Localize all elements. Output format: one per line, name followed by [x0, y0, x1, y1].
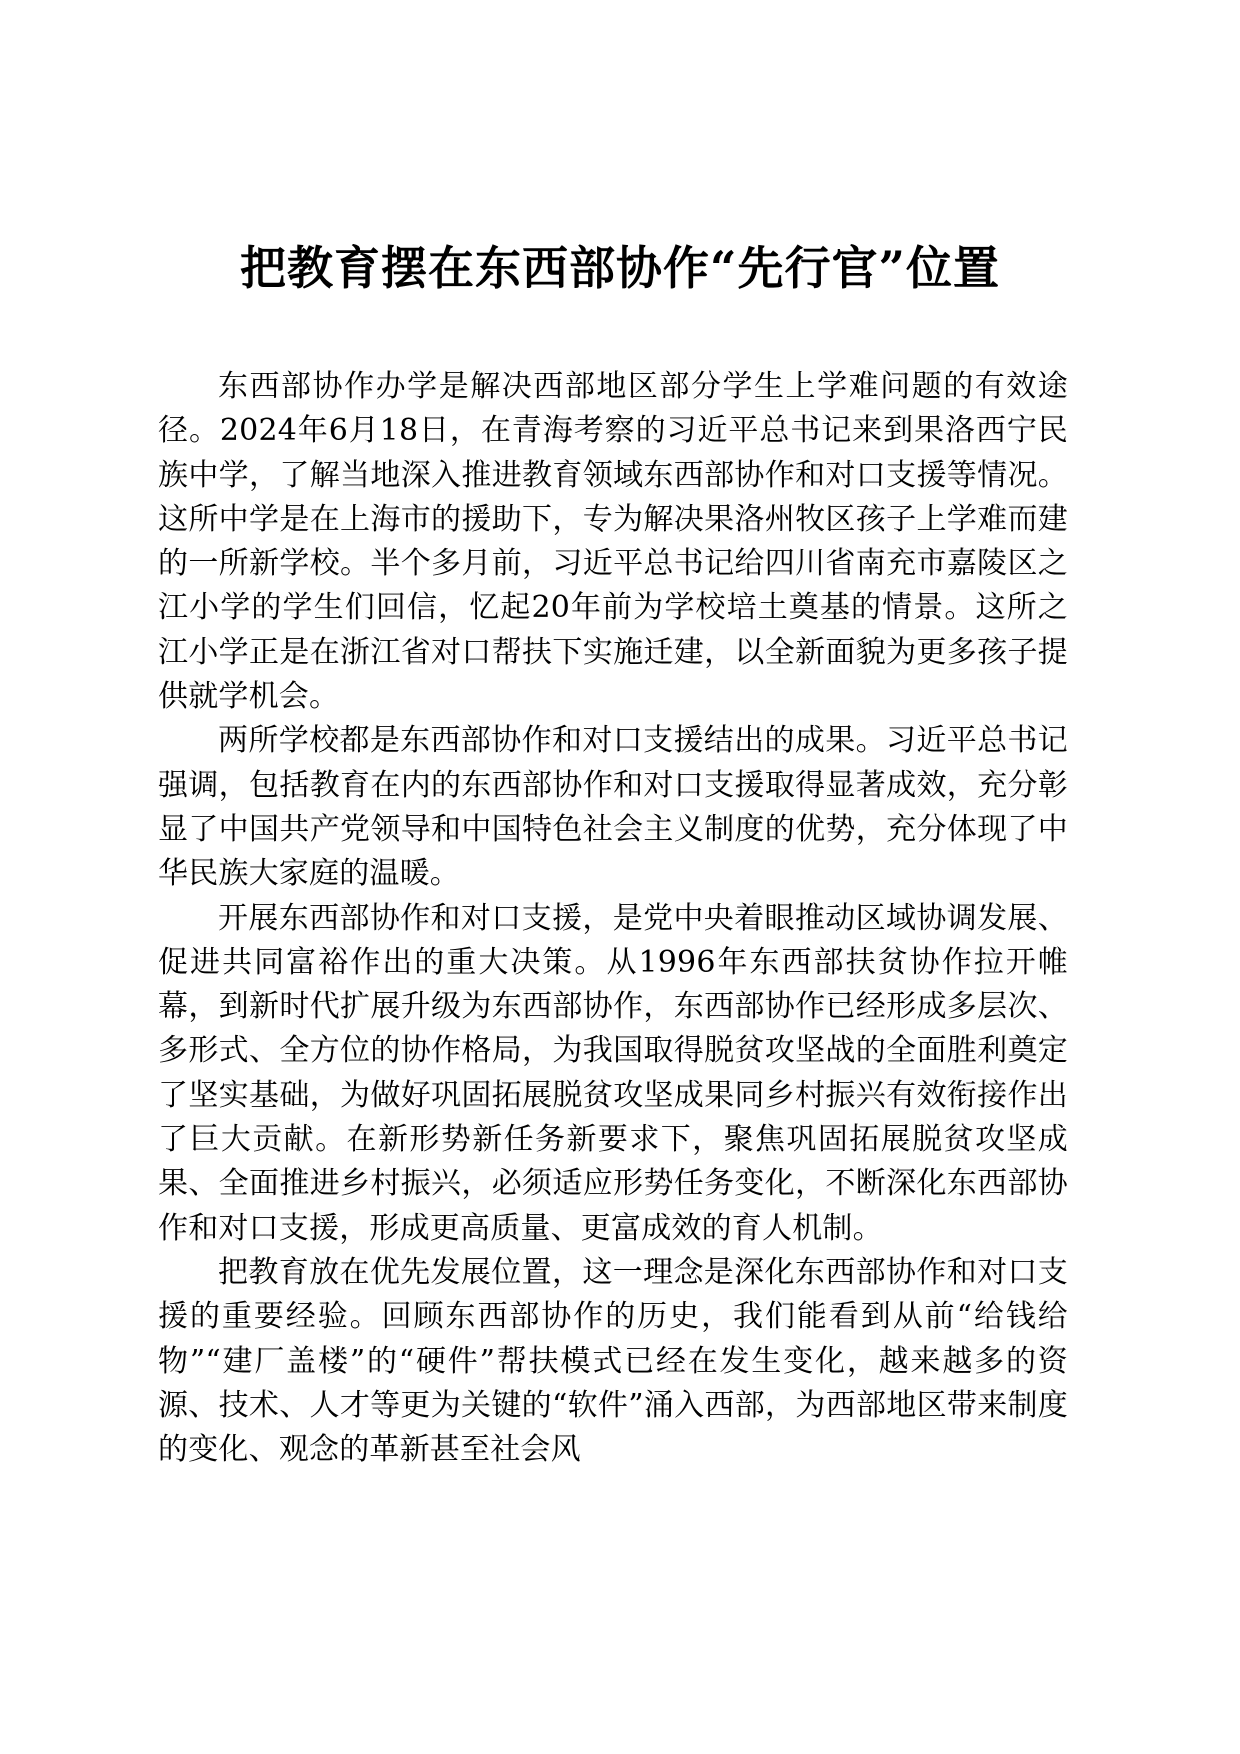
paragraph-3: 开展东西部协作和对口支援，是党中央着眼推动区域协调发展、促进共同富裕作出的重大决策。从1996年东西部扶贫协作拉开帷幕，到新时代扩展升级为东西部协作，东西部协作已经形成多层次、多形式、全方位的协作格局，为我国取得脱贫攻坚战的全面胜利奠定了坚实基础，为做好巩固拓展脱贫攻坚成果同乡村振兴有效衔接作出了巨大贡献。在新形势新任务新要求下，聚焦巩固拓展脱贫攻坚成果、全面推进乡村振兴，必须适应形势任务变化，不断深化东西部协作和对口支援，形成更高质量、更富成效的育人机制。 [158, 900, 1068, 1246]
document-title: 把教育摆在东西部协作“先行官”位置 [240, 241, 1000, 295]
paragraph-4: 把教育放在优先发展位置，这一理念是深化东西部协作和对口支援的重要经验。回顾东西部协作的历史，我们能看到从前“给钱给物”“建厂盖楼”的“硬件”帮扶模式已经在发生变化，越来越多的资源、技术、人才等更为关键的“软件”涌入西部，为西部地区带来制度的变化、观念的革新甚至社会风 [158, 1254, 1068, 1468]
document-body [158, 365, 1068, 1472]
paragraph-2: 两所学校都是东西部协作和对口支援结出的成果。习近平总书记强调，包括教育在内的东西部协作和对口支援取得显著成效，充分彰显了中国共产党领导和中国特色社会主义制度的优势，充分体现了中华民族大家庭的温暖。 [158, 723, 1068, 892]
paragraph-1: 东西部协作办学是解决西部地区部分学生上学难问题的有效途径。2024年6月18日，在青海考察的习近平总书记来到果洛西宁民族中学，了解当地深入推进教育领域东西部协作和对口支援等情况。这所中学是在上海市的援助下，专为解决果洛州牧区孩子上学难而建的一所新学校。半个多月前，习近平总书记给四川省南充市嘉陵区之江小学的学生们回信，忆起20年前为学校培土奠基的情景。这所之江小学正是在浙江省对口帮扶下实施迁建，以全新面貌为更多孩子提供就学机会。 [158, 369, 1068, 715]
